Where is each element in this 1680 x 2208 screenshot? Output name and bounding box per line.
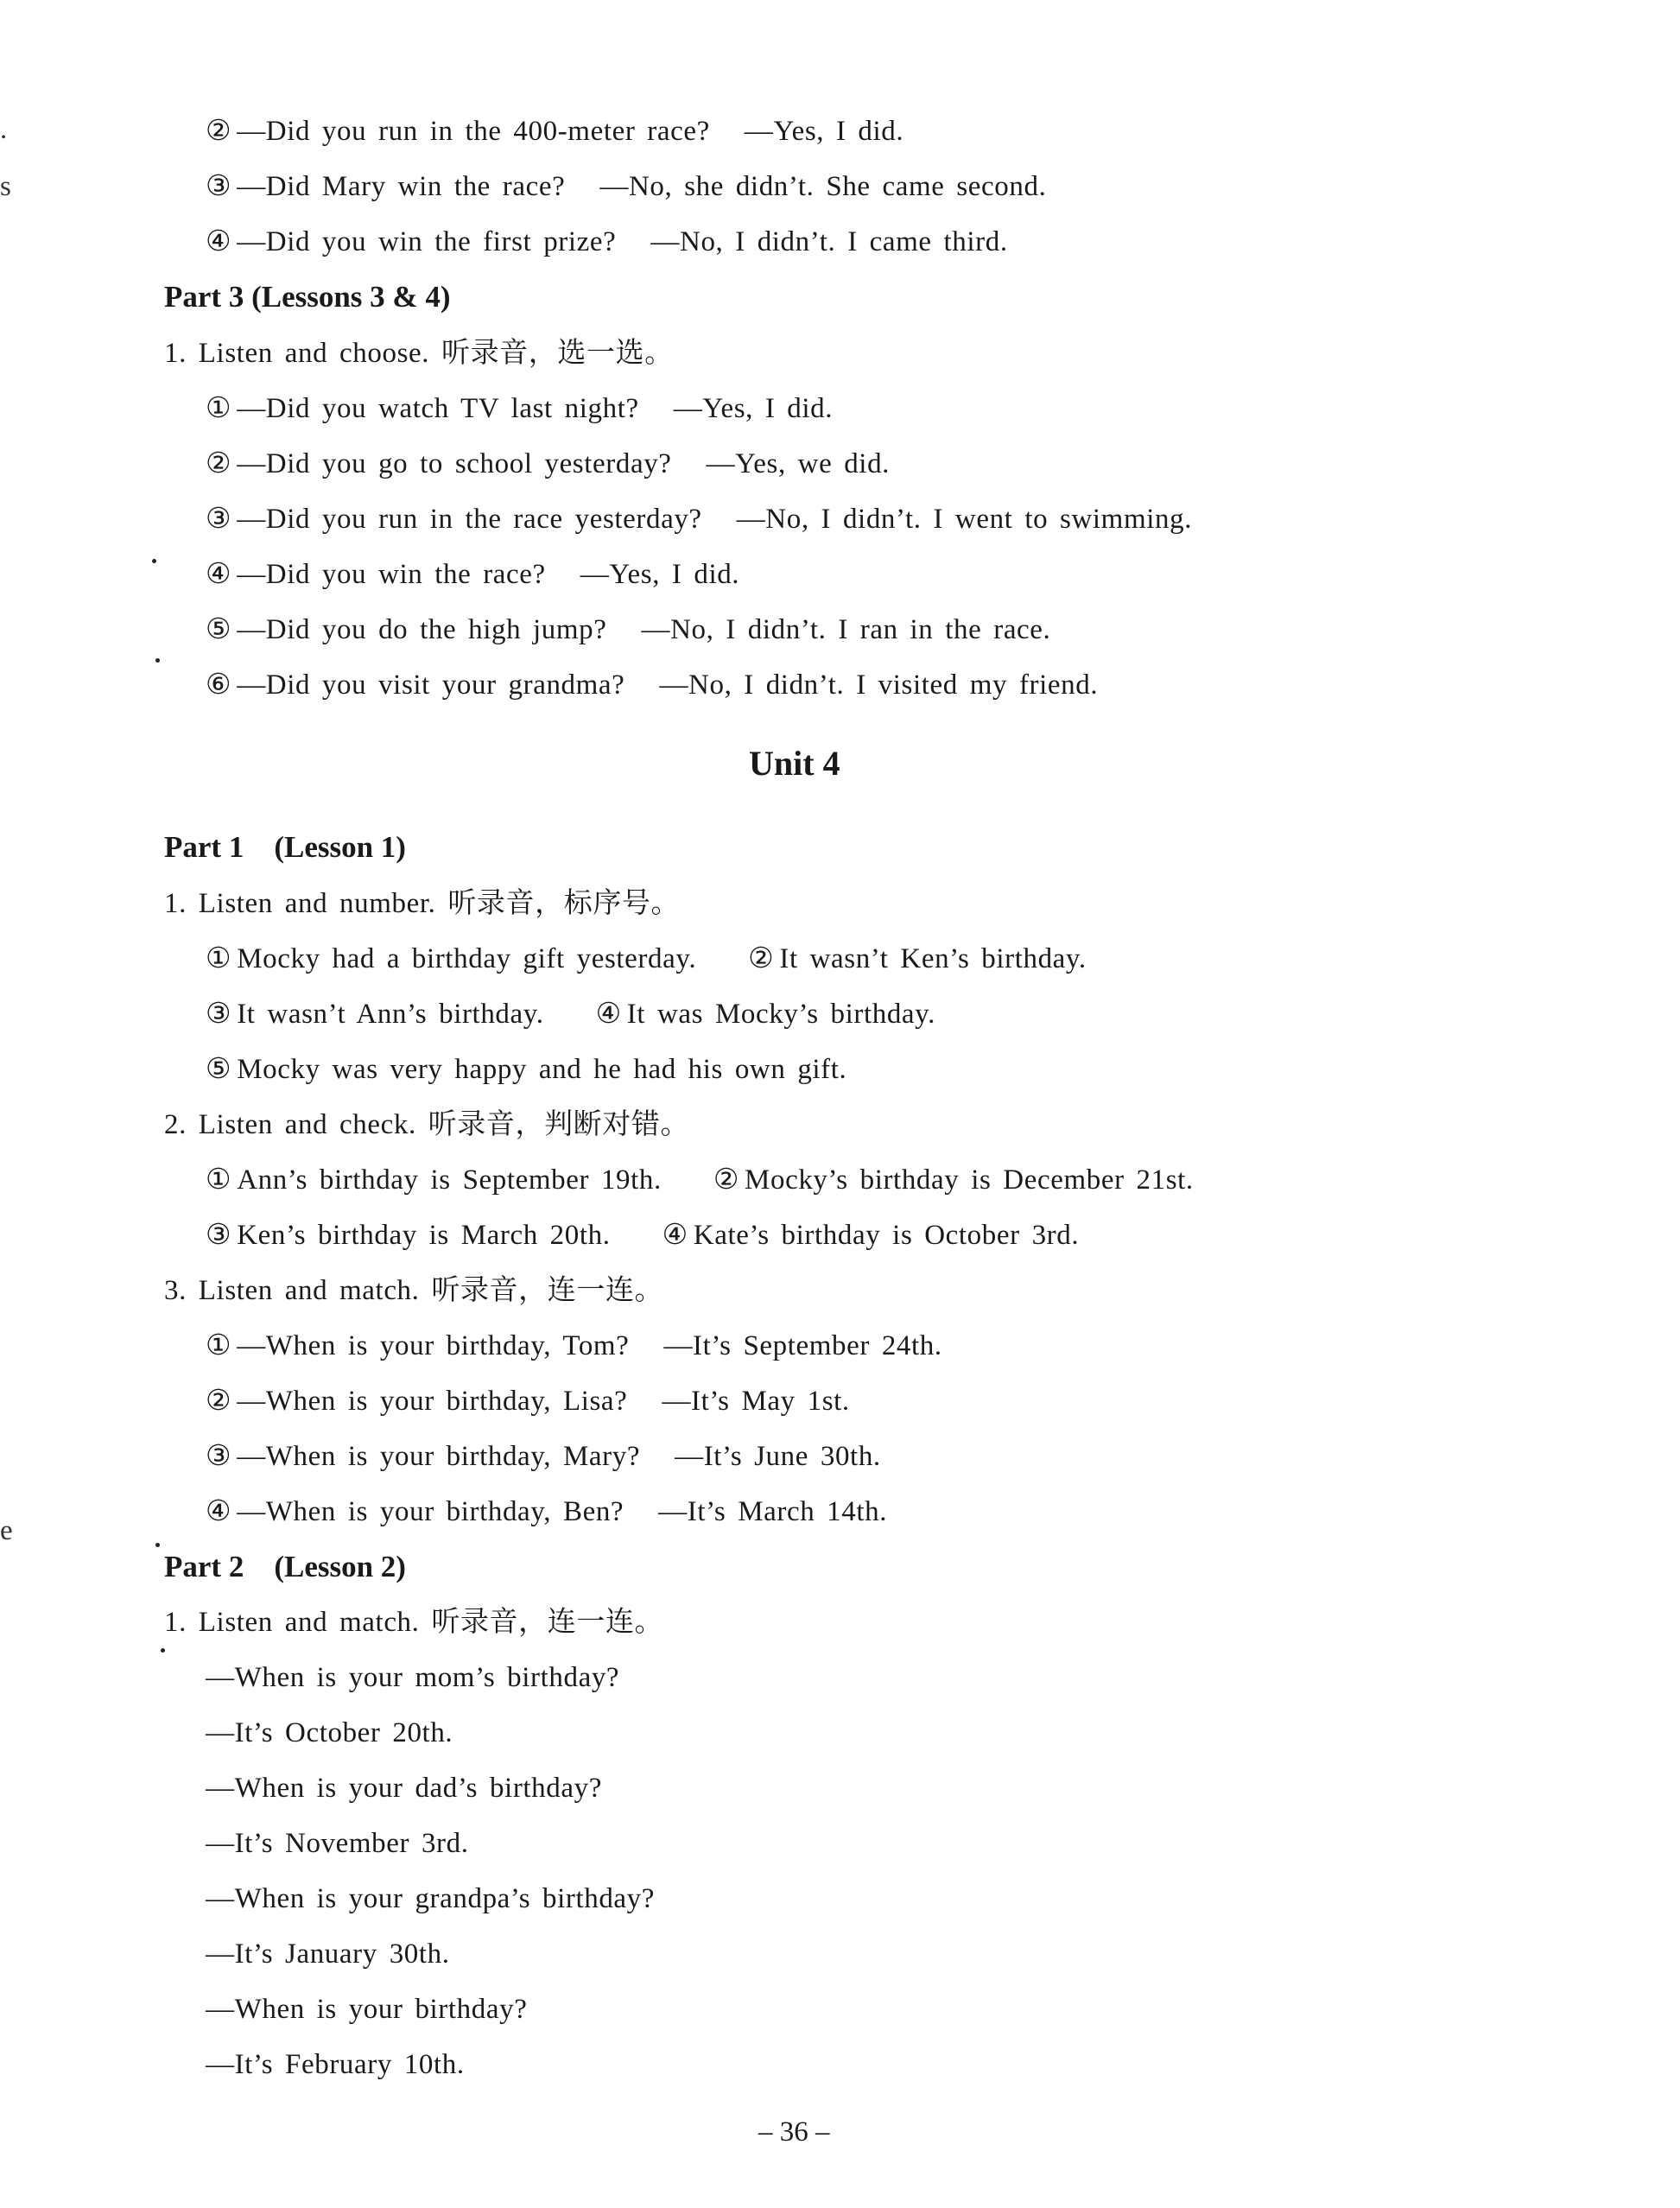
dialogue-line: ① —Did you watch TV last night? —Yes, I did.: [206, 393, 834, 424]
exercise-instruction: 1. Listen and match. 听录音，连一连。: [164, 1607, 664, 1638]
exercise-instruction: 3. Listen and match. 听录音，连一连。: [164, 1275, 664, 1306]
answer: —No, she didn’t. She came second.: [599, 171, 1047, 202]
answer: —Yes, I did.: [580, 559, 740, 590]
question: —Did you run in the race yesterday?: [237, 504, 702, 535]
sentence: Mocky had a birthday gift yesterday.: [237, 943, 697, 974]
part2-heading: Part 2 (Lesson 2): [164, 1550, 406, 1583]
question: —Did Mary win the race?: [237, 171, 566, 202]
sentence-line: ③ It wasn’t Ann’s birthday. ④ It was Mocky’s birthday.: [206, 999, 935, 1030]
stray-dot: [155, 658, 160, 663]
stray-dot: [152, 559, 156, 563]
dialogue-line: —When is your dad’s birthday?: [206, 1773, 602, 1804]
dialogue-line: ③ —Did Mary win the race? —No, she didn’t. She came second.: [206, 171, 1047, 202]
question: —When is your birthday, Lisa?: [237, 1386, 628, 1417]
sentence: Ann’s birthday is September 19th.: [237, 1164, 662, 1196]
answer: —It’s March 14th.: [658, 1496, 888, 1527]
exercise-instruction: 2. Listen and check. 听录音，判断对错。: [164, 1109, 690, 1140]
dialogue-line: ② —When is your birthday, Lisa? —It’s May 1st.: [206, 1386, 850, 1417]
dialogue-line: —When is your birthday?: [206, 1994, 528, 2025]
sentence: It was Mocky’s birthday.: [626, 999, 935, 1030]
dialogue-line: ④ —Did you win the race? —Yes, I did.: [206, 559, 740, 590]
dialogue-line: ② —Did you run in the 400-meter race? —Yes, I did.: [206, 116, 904, 147]
dialogue-line: —It’s November 3rd.: [206, 1828, 469, 1859]
answer: —Yes, I did.: [673, 393, 834, 424]
sentence: It wasn’t Ken’s birthday.: [779, 943, 1087, 974]
edge-fragment: .: [0, 114, 8, 145]
dialogue-line: —When is your mom’s birthday?: [206, 1662, 620, 1693]
sentence-line: ① Ann’s birthday is September 19th. ② Mocky’s birthday is December 21st.: [206, 1164, 1194, 1196]
question: —Did you run in the 400-meter race?: [237, 116, 710, 147]
answer: —No, I didn’t. I came third.: [650, 226, 1008, 257]
dialogue-line: ⑥ —Did you visit your grandma? —No, I didn’t. I visited my friend.: [206, 669, 1099, 701]
question: —Did you go to school yesterday?: [237, 448, 672, 479]
answer: —It’s June 30th.: [675, 1441, 881, 1472]
sentence-line: ③ Ken’s birthday is March 20th. ④ Kate’s birthday is October 3rd.: [206, 1220, 1080, 1251]
dialogue-line: —It’s February 10th.: [206, 2049, 465, 2080]
dialogue-line: ③ —When is your birthday, Mary? —It’s June 30th.: [206, 1441, 881, 1472]
sentence: Ken’s birthday is March 20th.: [237, 1220, 611, 1251]
answer: —Yes, I did.: [744, 116, 904, 147]
question: —Did you watch TV last night?: [237, 393, 639, 424]
dialogue-line: —When is your grandpa’s birthday?: [206, 1883, 656, 1914]
stray-dot: [155, 1543, 160, 1547]
question: —Did you do the high jump?: [237, 614, 607, 645]
question: —When is your birthday, Mary?: [237, 1441, 641, 1472]
question: —When is your birthday, Ben?: [237, 1496, 624, 1527]
answer: —It’s May 1st.: [662, 1386, 850, 1417]
edge-fragment: s: [0, 171, 11, 202]
dialogue-line: ④ —Did you win the first prize? —No, I didn’t. I came third.: [206, 226, 1008, 257]
sentence: Kate’s birthday is October 3rd.: [693, 1220, 1080, 1251]
stray-dot: [161, 1648, 165, 1653]
question: —Did you win the race?: [237, 559, 546, 590]
question: —Did you visit your grandma?: [237, 669, 625, 701]
answer: —No, I didn’t. I went to swimming.: [736, 504, 1193, 535]
dialogue-line: —It’s January 30th.: [206, 1938, 450, 1970]
sentence: Mocky was very happy and he had his own gift.: [237, 1054, 847, 1085]
part1-heading: Part 1 (Lesson 1): [164, 830, 406, 864]
sentence-line: ⑤ Mocky was very happy and he had his own gift.: [206, 1054, 847, 1085]
page-number: – 36 –: [758, 2116, 830, 2148]
exercise-instruction: 1. Listen and choose. 听录音，选一选。: [164, 338, 674, 369]
dialogue-line: ⑤ —Did you do the high jump? —No, I didn’t. I ran in the race.: [206, 614, 1051, 645]
dialogue-line: —It’s October 20th.: [206, 1717, 453, 1748]
answer: —Yes, we did.: [706, 448, 891, 479]
dialogue-line: ③ —Did you run in the race yesterday? —No, I didn’t. I went to swimming.: [206, 504, 1193, 535]
answer: —No, I didn’t. I ran in the race.: [641, 614, 1051, 645]
sentence: It wasn’t Ann’s birthday.: [237, 999, 544, 1030]
exercise-instruction: 1. Listen and number. 听录音，标序号。: [164, 888, 681, 919]
unit-title: Unit 4: [749, 744, 840, 783]
sentence-line: ① Mocky had a birthday gift yesterday. ② It wasn’t Ken’s birthday.: [206, 943, 1087, 974]
dialogue-line: ④ —When is your birthday, Ben? —It’s March 14th.: [206, 1496, 888, 1527]
part3-heading: Part 3 (Lessons 3 & 4): [164, 280, 451, 314]
question: —Did you win the first prize?: [237, 226, 617, 257]
answer: —It’s September 24th.: [663, 1330, 942, 1361]
dialogue-line: ② —Did you go to school yesterday? —Yes, we did.: [206, 448, 891, 479]
answer: —No, I didn’t. I visited my friend.: [659, 669, 1099, 701]
edge-fragment: e: [0, 1515, 13, 1546]
sentence: Mocky’s birthday is December 21st.: [745, 1164, 1194, 1196]
dialogue-line: ① —When is your birthday, Tom? —It’s September 24th.: [206, 1330, 942, 1361]
question: —When is your birthday, Tom?: [237, 1330, 630, 1361]
